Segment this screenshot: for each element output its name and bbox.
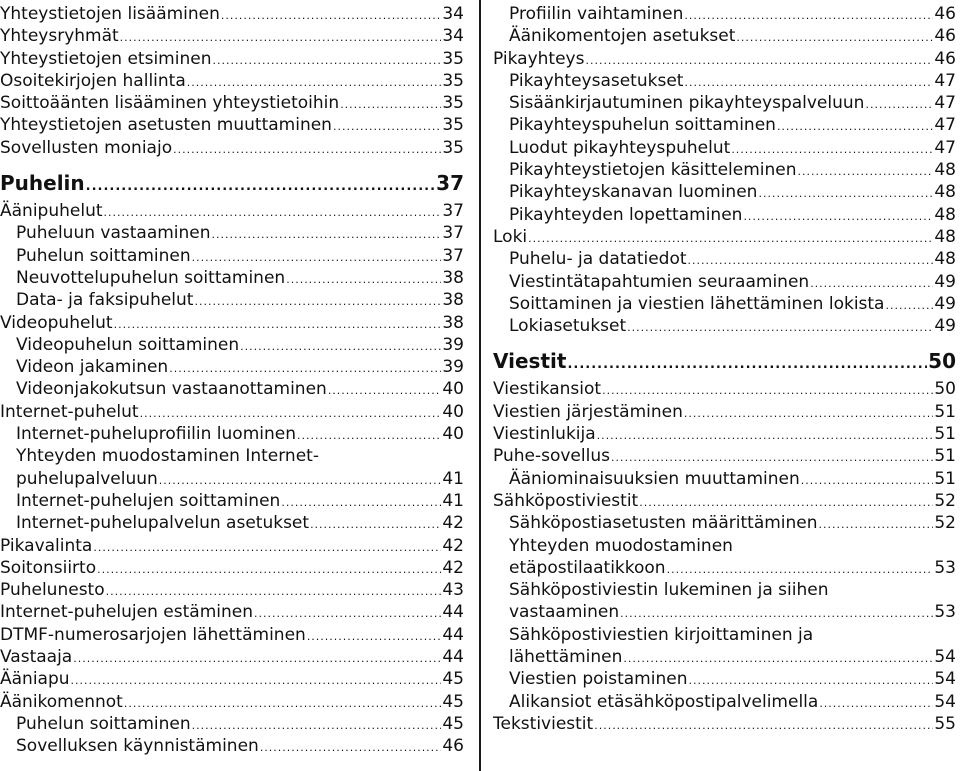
toc-entry: [0, 48, 464, 70]
dot-leader: [192, 715, 442, 737]
dot-leader: [602, 380, 933, 402]
toc-entry: [493, 271, 956, 293]
toc-page-number: 53: [934, 557, 956, 578]
toc-entry-title: Yhteyden muodostaminen Internet-: [16, 446, 319, 467]
toc-page-number: 48: [934, 226, 956, 247]
toc-entry: [0, 92, 464, 114]
toc-entry: [0, 668, 464, 690]
toc-page-number: 37: [442, 223, 464, 244]
toc-page-number: 41: [442, 468, 464, 489]
toc-entry-title: Videopuhelun soittaminen: [16, 334, 240, 355]
toc-page-number: 38: [442, 312, 464, 333]
dot-leader: [597, 425, 934, 447]
toc-entry-title: Puhelunesto: [0, 580, 105, 601]
toc-entry-title: Puhe-sovellus: [493, 446, 610, 467]
toc-page-number: 35: [442, 137, 464, 158]
dot-leader: [639, 492, 933, 514]
toc-entry-title: lähettäminen: [509, 647, 623, 668]
dot-leader: [688, 670, 933, 692]
toc-entry-title: Yhteysryhmät: [0, 26, 119, 47]
dot-leader: [620, 603, 933, 625]
dot-leader: [819, 514, 934, 536]
toc-entry-title: Internet-puheluprofiilin luominen: [16, 424, 296, 445]
toc-entry: [0, 490, 464, 512]
toc-entry-title: Lokiasetukset: [509, 316, 627, 337]
toc-entry: [0, 601, 464, 623]
toc-page-number: 40: [442, 379, 464, 400]
toc-page-number: 47: [934, 70, 956, 91]
toc-entry: [493, 646, 956, 668]
dot-leader: [140, 403, 442, 425]
toc-entry-title: Sähköpostiviestien kirjoittaminen ja: [509, 624, 814, 645]
toc-page-number: 41: [442, 490, 464, 511]
dot-leader: [333, 116, 441, 138]
toc-entry: [0, 423, 464, 445]
toc-entry-title: Pikayhteyden lopettaminen: [509, 204, 743, 225]
toc-page-number: 35: [442, 48, 464, 69]
toc-page-number: 52: [934, 490, 956, 511]
toc-page-number: 55: [934, 713, 956, 734]
toc-page-number: 35: [442, 115, 464, 136]
toc-column-left: [0, 3, 464, 758]
toc-entry: [493, 691, 956, 713]
dot-leader: [307, 626, 442, 648]
toc-entry-title: Pikayhteys: [493, 48, 585, 69]
dot-leader: [212, 224, 442, 246]
toc-page-number: 44: [442, 624, 464, 645]
toc-entry: [493, 70, 956, 92]
toc-page-number: 48: [934, 249, 956, 270]
toc-column-right: [493, 3, 956, 735]
dot-leader: [73, 648, 441, 670]
toc-entry-title: Alikansiot etäsähköpostipalvelimella: [509, 691, 819, 712]
toc-entry-title: Internet-puhelut: [0, 401, 139, 422]
toc-entry: [493, 159, 956, 181]
toc-entry-title: Internet-puhelujen estäminen: [0, 602, 253, 623]
toc-page-number: 37: [442, 201, 464, 222]
dot-leader: [611, 447, 933, 469]
dot-leader: [819, 693, 933, 715]
dot-leader: [281, 492, 441, 514]
toc-page-number: 51: [934, 401, 956, 422]
toc-page-number: 44: [442, 647, 464, 668]
toc-page-number: 46: [934, 26, 956, 47]
toc-entry-title: Äänikomentojen asetukset: [509, 26, 736, 47]
toc-entry-title: Pikayhteystietojen käsitteleminen: [509, 160, 797, 181]
toc-page-number: 48: [934, 182, 956, 203]
toc-entry-title: Videopuhelut: [0, 312, 113, 333]
toc-page-number: 47: [934, 115, 956, 136]
toc-entry-title: Sovelluksen käynnistäminen: [16, 736, 259, 757]
toc-page-number: 39: [442, 357, 464, 378]
toc-entry: [0, 579, 464, 601]
toc-entry: [0, 200, 464, 222]
toc-entry-title: Puhelun soittaminen: [16, 713, 191, 734]
toc-page-number: 46: [934, 4, 956, 24]
toc-entry: [493, 137, 956, 159]
toc-page-number: 47: [934, 137, 956, 158]
dot-leader: [169, 358, 441, 380]
toc-entry: [493, 512, 956, 534]
toc-entry-title: Sähköpostiviestit: [493, 490, 639, 511]
toc-entry: [0, 713, 464, 735]
toc-entry-title: Ääniapu: [0, 669, 70, 690]
dot-leader: [736, 27, 933, 49]
toc-page-number: 45: [442, 713, 464, 734]
toc-entry-title: Yhteyden muodostaminen: [509, 535, 733, 556]
dot-leader: [106, 581, 442, 603]
toc-page-number: 43: [442, 580, 464, 601]
dot-leader: [743, 206, 933, 228]
dot-leader: [221, 5, 441, 27]
toc-entry: [493, 293, 956, 315]
toc-entry: [493, 315, 956, 337]
toc-entry: [493, 378, 956, 400]
toc-page-number: 51: [934, 446, 956, 467]
toc-entry: [0, 334, 464, 356]
toc-entry-title: Puhelun soittaminen: [16, 245, 191, 266]
dot-leader: [758, 183, 933, 205]
dot-leader: [120, 27, 442, 49]
toc-entry-title: Pikayhteysasetukset: [509, 70, 684, 91]
toc-page-number: 54: [934, 647, 956, 668]
toc-entry-title: Soittoäänten lisääminen yhteystietoihin: [0, 93, 340, 114]
dot-leader: [684, 403, 933, 425]
toc-entry: [0, 3, 464, 25]
toc-page-number: 49: [934, 271, 956, 292]
toc-page-number: 37: [436, 171, 464, 196]
toc-entry-title: Tekstiviestit: [493, 713, 594, 734]
toc-entry-title: Viestit: [493, 349, 567, 374]
toc-page-number: 40: [442, 424, 464, 445]
toc-entry-title: Neuvottelupuhelun soittaminen: [16, 267, 286, 288]
toc-page-number: 42: [442, 557, 464, 578]
toc-page-number: 54: [934, 669, 956, 690]
dot-leader: [86, 170, 436, 204]
toc-entry: [0, 646, 464, 668]
dot-leader: [688, 250, 934, 272]
toc-entry: [0, 468, 464, 490]
toc-entry: [0, 445, 464, 467]
toc-entry-title: Puhelu- ja datatiedot: [509, 249, 687, 270]
toc-page-number: 48: [934, 204, 956, 225]
toc-entry-title: Viestien järjestäminen: [493, 401, 683, 422]
toc-entry-title: Viestinlukija: [493, 424, 596, 445]
toc-entry-title: Osoitekirjojen hallinta: [0, 70, 186, 91]
toc-entry: [0, 535, 464, 557]
toc-entry: [493, 579, 956, 601]
toc-entry-title: Viestintätapahtumien seuraaminen: [509, 271, 810, 292]
toc-entry-title: Luodut pikayhteyspuhelut: [509, 137, 731, 158]
toc-page-number: 50: [934, 379, 956, 400]
toc-entry-title: Internet-puhelupalvelun asetukset: [16, 513, 310, 534]
toc-entry: [493, 25, 956, 47]
toc-entry: [0, 378, 464, 400]
toc-page-number: 35: [442, 70, 464, 91]
dot-leader: [731, 139, 933, 161]
dot-leader: [885, 295, 933, 317]
toc-entry: [0, 25, 464, 47]
toc-page-number: 34: [442, 4, 464, 24]
dot-leader: [97, 559, 441, 581]
toc-entry: [0, 289, 464, 311]
toc-page-number: 50: [928, 349, 956, 374]
dot-leader: [194, 291, 441, 313]
dot-leader: [567, 348, 927, 382]
toc-entry: [0, 512, 464, 534]
dot-leader: [328, 380, 442, 402]
toc-entry: [493, 226, 956, 248]
toc-page-number: 38: [442, 267, 464, 288]
dot-leader: [192, 247, 442, 269]
dot-leader: [798, 161, 934, 183]
toc-page-number: 38: [442, 290, 464, 311]
toc-entry: [0, 401, 464, 423]
dot-leader: [585, 50, 933, 72]
toc-entry: [0, 735, 464, 757]
dot-leader: [124, 693, 442, 715]
toc-entry-title: Pikayhteyspuhelun soittaminen: [509, 115, 776, 136]
toc-entry-title: Soitonsiirto: [0, 557, 97, 578]
toc-page-number: 49: [934, 316, 956, 337]
toc-page-number: 44: [442, 602, 464, 623]
toc-page-number: 34: [442, 26, 464, 47]
toc-entry: [493, 423, 956, 445]
dot-leader: [865, 94, 933, 116]
toc-entry: [0, 356, 464, 378]
toc-entry: [493, 181, 956, 203]
dot-leader: [667, 559, 934, 581]
toc-page-number: 52: [934, 513, 956, 534]
toc-entry-title: DTMF-numerosarjojen lähettäminen: [0, 624, 306, 645]
dot-leader: [114, 314, 442, 336]
toc-entry-title: Sisäänkirjautuminen pikayhteyspalveluun: [509, 93, 865, 114]
toc-entry: [493, 713, 956, 735]
toc-entry: [493, 624, 956, 646]
toc-entry: [493, 3, 956, 25]
toc-page-number: 49: [934, 293, 956, 314]
toc-entry-title: Puheluun vastaaminen: [16, 223, 211, 244]
dot-leader: [684, 72, 933, 94]
dot-leader: [173, 139, 441, 161]
toc-entry: [493, 557, 956, 579]
dot-leader: [212, 50, 441, 72]
dot-leader: [801, 470, 934, 492]
dot-leader: [594, 715, 933, 737]
toc-entry-title: vastaaminen: [509, 602, 620, 623]
toc-page-number: 51: [934, 468, 956, 489]
toc-entry-title: Data- ja faksipuhelut: [16, 290, 194, 311]
toc-entry: [0, 557, 464, 579]
toc-section-heading: [493, 344, 956, 378]
toc-entry: [493, 204, 956, 226]
dot-leader: [260, 737, 442, 759]
toc-page-number: 51: [934, 424, 956, 445]
toc-entry: [0, 222, 464, 244]
dot-leader: [286, 269, 441, 291]
toc-page-number: 37: [442, 245, 464, 266]
toc-entry-title: Internet-puhelujen soittaminen: [16, 490, 281, 511]
toc-entry-title: Yhteystietojen etsiminen: [0, 48, 212, 69]
dot-leader: [159, 470, 442, 492]
dot-leader: [627, 317, 933, 339]
dot-leader: [777, 116, 933, 138]
toc-entry: [493, 401, 956, 423]
toc-entry-title: Puhelin: [0, 171, 85, 196]
toc-entry: [493, 668, 956, 690]
toc-entry-title: Videon jakaminen: [16, 357, 169, 378]
dot-leader: [93, 537, 441, 559]
toc-entry: [0, 691, 464, 713]
toc-entry-title: Sähköpostiasetusten määrittäminen: [509, 513, 818, 534]
toc-entry-title: Yhteystietojen asetusten muuttaminen: [0, 115, 332, 136]
toc-page-number: 47: [934, 93, 956, 114]
toc-page-number: 42: [442, 535, 464, 556]
toc-page-number: 45: [442, 691, 464, 712]
toc-entry-title: Ääniominaisuuksien muuttaminen: [509, 468, 800, 489]
toc-entry-title: Viestien poistaminen: [509, 669, 688, 690]
dot-leader: [71, 670, 442, 692]
toc-entry: [493, 114, 956, 136]
toc-entry-title: Sähköpostiviestin lukeminen ja siihen: [509, 580, 829, 601]
toc-page-number: 46: [934, 48, 956, 69]
dot-leader: [340, 94, 441, 116]
toc-entry-title: etäpostilaatikkoon: [509, 557, 666, 578]
toc-entry: [493, 92, 956, 114]
toc-entry-title: Äänikomennot: [0, 691, 123, 712]
toc-entry-title: Soittaminen ja viestien lähettäminen lokista: [509, 293, 885, 314]
toc-page-number: 48: [934, 160, 956, 181]
toc-page-number: 53: [934, 602, 956, 623]
toc-section-heading: [0, 166, 464, 200]
toc-entry: [493, 490, 956, 512]
dot-leader: [187, 72, 442, 94]
toc-entry: [493, 248, 956, 270]
toc-entry: [0, 137, 464, 159]
toc-entry-title: Pikavalinta: [0, 535, 93, 556]
toc-entry-title: Profiilin vaihtaminen: [509, 4, 684, 24]
toc-entry: [0, 245, 464, 267]
toc-page-number: 35: [442, 93, 464, 114]
toc-page-number: 42: [442, 513, 464, 534]
toc-entry: [493, 445, 956, 467]
toc-entry-title: Loki: [493, 226, 528, 247]
toc-entry-title: Sovellusten moniajo: [0, 137, 173, 158]
toc-page-number: 54: [934, 691, 956, 712]
dot-leader: [310, 514, 441, 536]
dot-leader: [254, 603, 441, 625]
toc-entry-title: Vastaaja: [0, 647, 73, 668]
dot-leader: [684, 5, 933, 27]
toc-page-number: 46: [442, 736, 464, 757]
toc-entry: [493, 535, 956, 557]
dot-leader: [297, 425, 441, 447]
dot-leader: [528, 228, 933, 250]
toc-entry: [493, 48, 956, 70]
toc-entry-title: Pikayhteyskanavan luominen: [509, 182, 758, 203]
dot-leader: [240, 336, 441, 358]
toc-page-number: 39: [442, 334, 464, 355]
dot-leader: [623, 648, 933, 670]
column-divider: [479, 0, 481, 771]
toc-entry: [0, 312, 464, 334]
toc-entry-title: Äänipuhelut: [0, 201, 103, 222]
toc-page-number: 40: [442, 401, 464, 422]
toc-entry: [0, 267, 464, 289]
dot-leader: [104, 202, 442, 224]
toc-entry: [0, 114, 464, 136]
toc-entry: [493, 601, 956, 623]
dot-leader: [810, 273, 933, 295]
toc-entry-title: Videonjakokutsun vastaanottaminen: [16, 379, 327, 400]
toc-entry: [0, 624, 464, 646]
toc-entry-title: Viestikansiot: [493, 379, 602, 400]
toc-entry-title: Yhteystietojen lisääminen: [0, 4, 220, 24]
toc-entry: [0, 70, 464, 92]
toc-entry: [493, 468, 956, 490]
toc-entry-title: puhelupalveluun: [16, 468, 158, 489]
toc-page-number: 45: [442, 669, 464, 690]
